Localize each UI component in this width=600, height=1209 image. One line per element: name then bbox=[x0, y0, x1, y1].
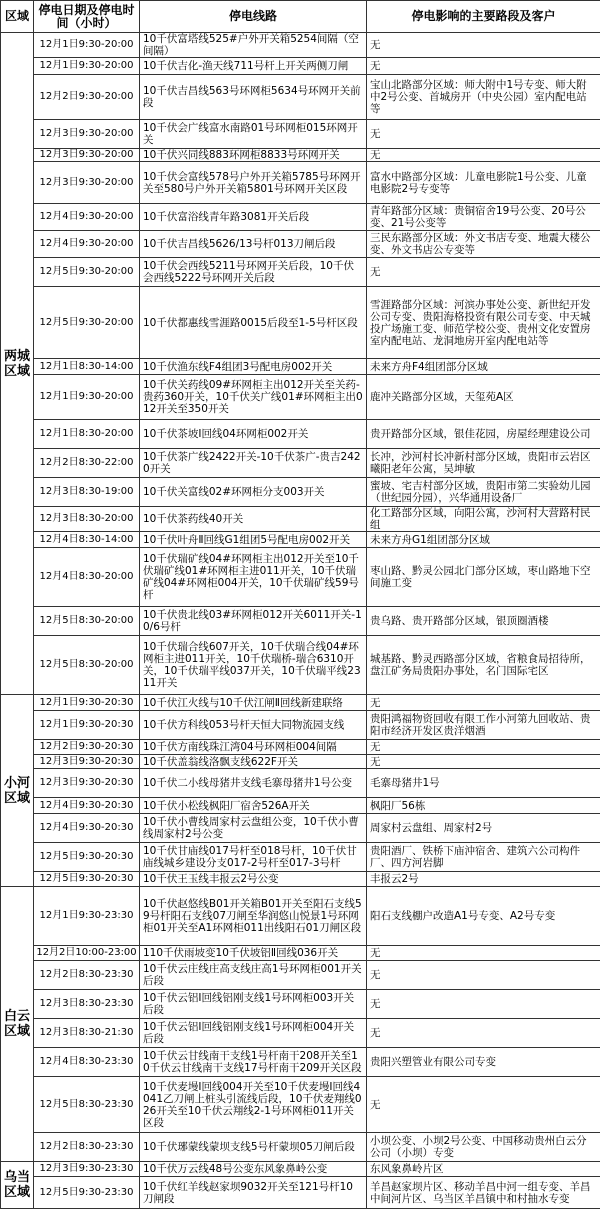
impact-cell: 周家村云盘组、周家村2号 bbox=[367, 814, 600, 843]
time-cell: 12月5日9:30-23:30 bbox=[34, 1177, 140, 1209]
line-cell: 10千伏富塔线525#户外开关箱5254间隔（空间隔） bbox=[140, 33, 367, 58]
impact-cell: 宝山北路部分区域：师大附中1号专变、师大附中2号公变、首城房开（中央公园）室内配电站等 bbox=[367, 75, 600, 120]
time-cell: 12月5日9:30-20:30 bbox=[34, 872, 140, 887]
impact-cell: 无 bbox=[367, 946, 600, 961]
impact-cell: 东风象鼻岭片区 bbox=[367, 1162, 600, 1177]
table-row bbox=[1, 507, 600, 532]
line-cell: 10千伏茶坡Ⅰ回线04环网柜002开关 bbox=[140, 420, 367, 449]
table-row bbox=[1, 204, 600, 231]
time-cell: 12月1日8:30-14:00 bbox=[34, 359, 140, 375]
table-row bbox=[1, 375, 600, 420]
time-cell: 12月3日9:30-23:30 bbox=[34, 1162, 140, 1177]
table-row bbox=[1, 1177, 600, 1209]
table-row bbox=[1, 636, 600, 695]
impact-cell: 无 bbox=[367, 755, 600, 769]
line-cell: 10千伏渔东线F4组团3号配电房002开关 bbox=[140, 359, 367, 375]
table-row bbox=[1, 1048, 600, 1077]
time-cell: 12月2日8:30-22:00 bbox=[34, 449, 140, 478]
impact-cell: 丰报云2号 bbox=[367, 872, 600, 887]
table-row bbox=[1, 1019, 600, 1048]
time-cell: 12月4日9:30-20:30 bbox=[34, 814, 140, 843]
table-row bbox=[1, 231, 600, 258]
line-cell: 10千伏小曹线周家村云盘组公变，10千伏小曹线周家村2号公变 bbox=[140, 814, 367, 843]
table-row bbox=[1, 711, 600, 740]
time-cell: 12月2日10:00-23:00 bbox=[34, 946, 140, 961]
impact-cell: 贵阳兴塑管业有限公司专变 bbox=[367, 1048, 600, 1077]
line-cell: 10千伏富浴线青年路3081开关后段 bbox=[140, 204, 367, 231]
table-row bbox=[1, 798, 600, 814]
table-row bbox=[1, 478, 600, 507]
impact-cell: 无 bbox=[367, 695, 600, 711]
table-row bbox=[1, 149, 600, 162]
time-cell: 12月5日8:30-23:30 bbox=[34, 1077, 140, 1133]
impact-cell: 化工路部分区域，向阳公寓，沙河村大营路村民组 bbox=[367, 507, 600, 532]
time-cell: 12月4日8:30-23:30 bbox=[34, 1048, 140, 1077]
line-cell: 10千伏吉昌线5626/13号杆013刀闸后段 bbox=[140, 231, 367, 258]
impact-cell: 未来方舟F4组团部分区域 bbox=[367, 359, 600, 375]
line-cell: 10千伏都惠线雪涯路0015后段至1-5号杆区段 bbox=[140, 287, 367, 359]
region-cell: 乌当区域 bbox=[1, 1162, 34, 1209]
line-cell: 10千伏甘庙线017号杆至018号杆，10千伏甘庙线城乡建设分支017-2号杆至017-3号杆 bbox=[140, 843, 367, 872]
time-cell: 12月1日9:30-20:30 bbox=[34, 695, 140, 711]
time-cell: 12月2日9:30-20:00 bbox=[34, 75, 140, 120]
line-cell: 10千伏琊蒙线蒙坝支线5号杆蒙坝05刀闸后段 bbox=[140, 1133, 367, 1162]
time-cell: 12月3日9:30-20:00 bbox=[34, 120, 140, 149]
line-cell: 10千伏方科线053号杆天恒大同物流园支线 bbox=[140, 711, 367, 740]
line-cell: 10千伏万云线48号公变东风象鼻岭公变 bbox=[140, 1162, 367, 1177]
table-row bbox=[1, 740, 600, 755]
header-impact: 停电影响的主要路段及客户 bbox=[367, 1, 600, 33]
line-cell: 110千伏雨坡变10千伏坡铝Ⅱ回线036开关 bbox=[140, 946, 367, 961]
table-row bbox=[1, 607, 600, 636]
table-row bbox=[1, 120, 600, 149]
table-row bbox=[1, 1162, 600, 1177]
table-row bbox=[1, 287, 600, 359]
impact-cell: 小坝公变、小坝2号公变、中国移动贵州白云分公司（小坝）专变 bbox=[367, 1133, 600, 1162]
impact-cell: 毛寨母猪井1号 bbox=[367, 769, 600, 798]
line-cell: 10千伏江火线与10千伏江闸Ⅱ回线新建联络 bbox=[140, 695, 367, 711]
impact-cell: 无 bbox=[367, 1019, 600, 1048]
time-cell: 12月5日8:30-20:00 bbox=[34, 607, 140, 636]
table-row bbox=[1, 946, 600, 961]
impact-cell: 贵阳酒厂、铁桥下庙沖宿舍、建筑六公司构件厂、四方河岩脚 bbox=[367, 843, 600, 872]
line-cell: 10千伏茶广线2422开关-10千伏茶广-贵吉2420开关 bbox=[140, 449, 367, 478]
impact-cell: 无 bbox=[367, 58, 600, 75]
impact-cell: 无 bbox=[367, 961, 600, 990]
impact-cell: 无 bbox=[367, 740, 600, 755]
line-cell: 10千伏云庄线庄高支线庄高1号环网柜001开关后段 bbox=[140, 961, 367, 990]
impact-cell: 枫阳厂56栋 bbox=[367, 798, 600, 814]
impact-cell: 富水中路部分区域：儿童电影院1号公变、儿童电影院2号专变等 bbox=[367, 162, 600, 204]
time-cell: 12月1日9:30-20:00 bbox=[34, 58, 140, 75]
line-cell: 10千伏盖翁线洛飘支线622F开关 bbox=[140, 755, 367, 769]
table-row bbox=[1, 769, 600, 798]
time-cell: 12月4日9:30-20:00 bbox=[34, 204, 140, 231]
line-cell: 10千伏吉昌线563号环网柜5634号环网开关前段 bbox=[140, 75, 367, 120]
time-cell: 12月5日8:30-20:00 bbox=[34, 636, 140, 695]
line-cell: 10千伏关富线02#环网柜分支003开关 bbox=[140, 478, 367, 507]
table-row bbox=[1, 548, 600, 607]
line-cell: 10千伏关药线09#环网柜主出012开关至关药-贵药360开关，10千伏关广线01#环网柜主出012开关至350开关 bbox=[140, 375, 367, 420]
table-row bbox=[1, 961, 600, 990]
header-region: 区域 bbox=[1, 1, 34, 33]
impact-cell: 阳石支线棚户改造A1号专变、A2号专变 bbox=[367, 887, 600, 946]
impact-cell: 雪涯路部分区域：河滨办事处公变、新世纪开发公司专变、贵阳海格投资有限公司专变、中天城投广场施工变、师范学校公变、贵州文化安置房室内配电站、龙洞地房开室内配电站等 bbox=[367, 287, 600, 359]
impact-cell: 无 bbox=[367, 120, 600, 149]
line-cell: 10千伏会富线578号户外开关箱5785号环网开关至580号户外开关箱5801号环网开关区段 bbox=[140, 162, 367, 204]
table-row bbox=[1, 449, 600, 478]
table-row bbox=[1, 990, 600, 1019]
region-cell: 白云区域 bbox=[1, 887, 34, 1162]
time-cell: 12月4日8:30-20:00 bbox=[34, 548, 140, 607]
time-cell: 12月5日9:30-20:00 bbox=[34, 258, 140, 287]
time-cell: 12月5日9:30-20:00 bbox=[34, 287, 140, 359]
time-cell: 12月4日8:30-14:00 bbox=[34, 532, 140, 548]
impact-cell: 贵阳鸿福物资回收有限工作小河第九回收站、贵阳市经济开发区贵洋烟酒 bbox=[367, 711, 600, 740]
line-cell: 10千伏兴同线883环网柜8833号环网开关 bbox=[140, 149, 367, 162]
table-row bbox=[1, 532, 600, 548]
line-cell: 10千伏云铝Ⅰ回线铝刚支线1号环网柜003开关后段 bbox=[140, 990, 367, 1019]
time-cell: 12月3日9:30-20:30 bbox=[34, 769, 140, 798]
time-cell: 12月1日9:30-20:00 bbox=[34, 375, 140, 420]
table-row bbox=[1, 1077, 600, 1133]
table-row bbox=[1, 872, 600, 887]
line-cell: 10千伏会西线5211号环网开关后段，10千伏会西线5222号环网开关后段 bbox=[140, 258, 367, 287]
time-cell: 12月3日9:30-20:00 bbox=[34, 149, 140, 162]
line-cell: 10千伏云甘线南干支线1号杆南干208开关至10千伏云甘线南干支线17号杆南干209开关区段 bbox=[140, 1048, 367, 1077]
impact-cell: 蜜坡、宅吉村部分区域，贵阳市第二实验幼儿园（世纪园分园），兴华通用设备厂 bbox=[367, 478, 600, 507]
impact-cell: 无 bbox=[367, 990, 600, 1019]
line-cell: 10千伏吉化-渔天线711号杆上开关两侧刀闸 bbox=[140, 58, 367, 75]
table-row bbox=[1, 359, 600, 375]
line-cell: 10千伏红羊线赵家坝9032开关至121号杆10刀闸段 bbox=[140, 1177, 367, 1209]
impact-cell: 羊昌赵家坝片区、移动羊昌中河一组专变、羊昌中间河片区、乌当区羊昌镇中和村抽水专变 bbox=[367, 1177, 600, 1209]
header-row bbox=[1, 1, 600, 33]
line-cell: 10千伏方南线珠江湾04号环网柜004间隔 bbox=[140, 740, 367, 755]
header-time: 停电日期及停电时间（小时） bbox=[34, 1, 140, 33]
line-cell: 10千伏贵北线03#环网柜012开关6011开关-10/6号杆 bbox=[140, 607, 367, 636]
time-cell: 12月3日8:30-23:30 bbox=[34, 990, 140, 1019]
impact-cell: 无 bbox=[367, 33, 600, 58]
table-row bbox=[1, 814, 600, 843]
line-cell: 10千伏叶舟Ⅱ回线G1组团5号配电房002开关 bbox=[140, 532, 367, 548]
time-cell: 12月1日9:30-23:30 bbox=[34, 887, 140, 946]
impact-cell: 无 bbox=[367, 258, 600, 287]
line-cell: 10千伏王玉线丰报云2号公变 bbox=[140, 872, 367, 887]
line-cell: 10千伏云铝Ⅰ回线铝刚支线1号环网柜004开关后段 bbox=[140, 1019, 367, 1048]
table-row bbox=[1, 843, 600, 872]
impact-cell: 枣山路、黔灵公园北门部分区域，枣山路地下空间施工变 bbox=[367, 548, 600, 607]
table-row bbox=[1, 33, 600, 58]
time-cell: 12月1日9:30-20:00 bbox=[34, 33, 140, 58]
impact-cell: 长冲，沙河村长冲新村部分区域，贵阳市云岩区曦阳老年公寓，吴坤敏 bbox=[367, 449, 600, 478]
time-cell: 12月5日9:30-20:30 bbox=[34, 843, 140, 872]
line-cell: 10千伏瑞合线607开关，10千伏瑞合线04#环网柜主进011开关，10千伏瑞桥-瑞合6310开关，10千伏瑞平线037开关，10千伏瑞平线2311开关 bbox=[140, 636, 367, 695]
line-cell: 10千伏会广线富水南路01号环网柜015环网开关 bbox=[140, 120, 367, 149]
region-cell: 两城区域 bbox=[1, 33, 34, 695]
header-line: 停电线路 bbox=[140, 1, 367, 33]
impact-cell: 鹿冲关路部分区域，天玺苑A区 bbox=[367, 375, 600, 420]
table-row bbox=[1, 75, 600, 120]
table-row bbox=[1, 258, 600, 287]
table-row bbox=[1, 1133, 600, 1162]
table-row bbox=[1, 695, 600, 711]
time-cell: 12月4日9:30-20:00 bbox=[34, 231, 140, 258]
line-cell: 10千伏茶药线40开关 bbox=[140, 507, 367, 532]
time-cell: 12月3日9:30-20:00 bbox=[34, 162, 140, 204]
impact-cell: 贵乌路、贵开路部分区域，银顶圈酒楼 bbox=[367, 607, 600, 636]
line-cell: 10千伏二小线母猪井支线毛寨母猪井1号公变 bbox=[140, 769, 367, 798]
line-cell: 10千伏麦墁Ⅰ回线004开关至10千伏麦墁Ⅰ回线4041乙刀闸上桩头引流线后段，10千伏麦翔线026开关至10千伏云翔线2-1号环网柜011开关区段 bbox=[140, 1077, 367, 1133]
time-cell: 12月2日8:30-23:30 bbox=[34, 961, 140, 990]
time-cell: 12月3日8:30-21:30 bbox=[34, 1019, 140, 1048]
impact-cell: 贵开路部分区域，银佳花园，房屋经理建设公司 bbox=[367, 420, 600, 449]
impact-cell: 无 bbox=[367, 1077, 600, 1133]
impact-cell: 青年路部分区域：贵铜宿舍19号公变、20号公变、21号公变等 bbox=[367, 204, 600, 231]
region-cell: 小河区域 bbox=[1, 695, 34, 887]
time-cell: 12月3日8:30-20:00 bbox=[34, 507, 140, 532]
line-cell: 10千伏瑞矿线04#环网柜主出012开关至10千伏瑞矿线01#环网柜主进011开关，10千伏瑞矿线04#环网柜004开关，10千伏瑞矿线59号杆 bbox=[140, 548, 367, 607]
line-cell: 10千伏赵悠线B01开关箱B01开关至阳石支线59号杆阳石支线07刀闸至华润悠山悦景1号环网柜01开关至A1环网柜011出线阳石01刀闸区段 bbox=[140, 887, 367, 946]
table-row bbox=[1, 755, 600, 769]
impact-cell: 三民东路部分区域：外文书店专变、地震大楼公变、外文书店公专变等 bbox=[367, 231, 600, 258]
time-cell: 12月3日9:30-20:30 bbox=[34, 755, 140, 769]
line-cell: 10千伏小松线枫阳厂宿舍526A开关 bbox=[140, 798, 367, 814]
table-row bbox=[1, 58, 600, 75]
table-row bbox=[1, 887, 600, 946]
impact-cell: 城基路、黔灵西路部分区域，省粮食局招待所，盘江矿务局贵阳办事处，名门国际宅区 bbox=[367, 636, 600, 695]
table-row bbox=[1, 420, 600, 449]
time-cell: 12月1日9:30-20:30 bbox=[34, 711, 140, 740]
time-cell: 12月3日8:30-19:00 bbox=[34, 478, 140, 507]
time-cell: 12月2日8:30-23:30 bbox=[34, 1133, 140, 1162]
time-cell: 12月2日9:30-20:30 bbox=[34, 740, 140, 755]
impact-cell: 未来方舟G1组团部分区域 bbox=[367, 532, 600, 548]
time-cell: 12月4日9:30-20:30 bbox=[34, 798, 140, 814]
table-row bbox=[1, 162, 600, 204]
impact-cell: 无 bbox=[367, 149, 600, 162]
time-cell: 12月1日8:30-20:00 bbox=[34, 420, 140, 449]
